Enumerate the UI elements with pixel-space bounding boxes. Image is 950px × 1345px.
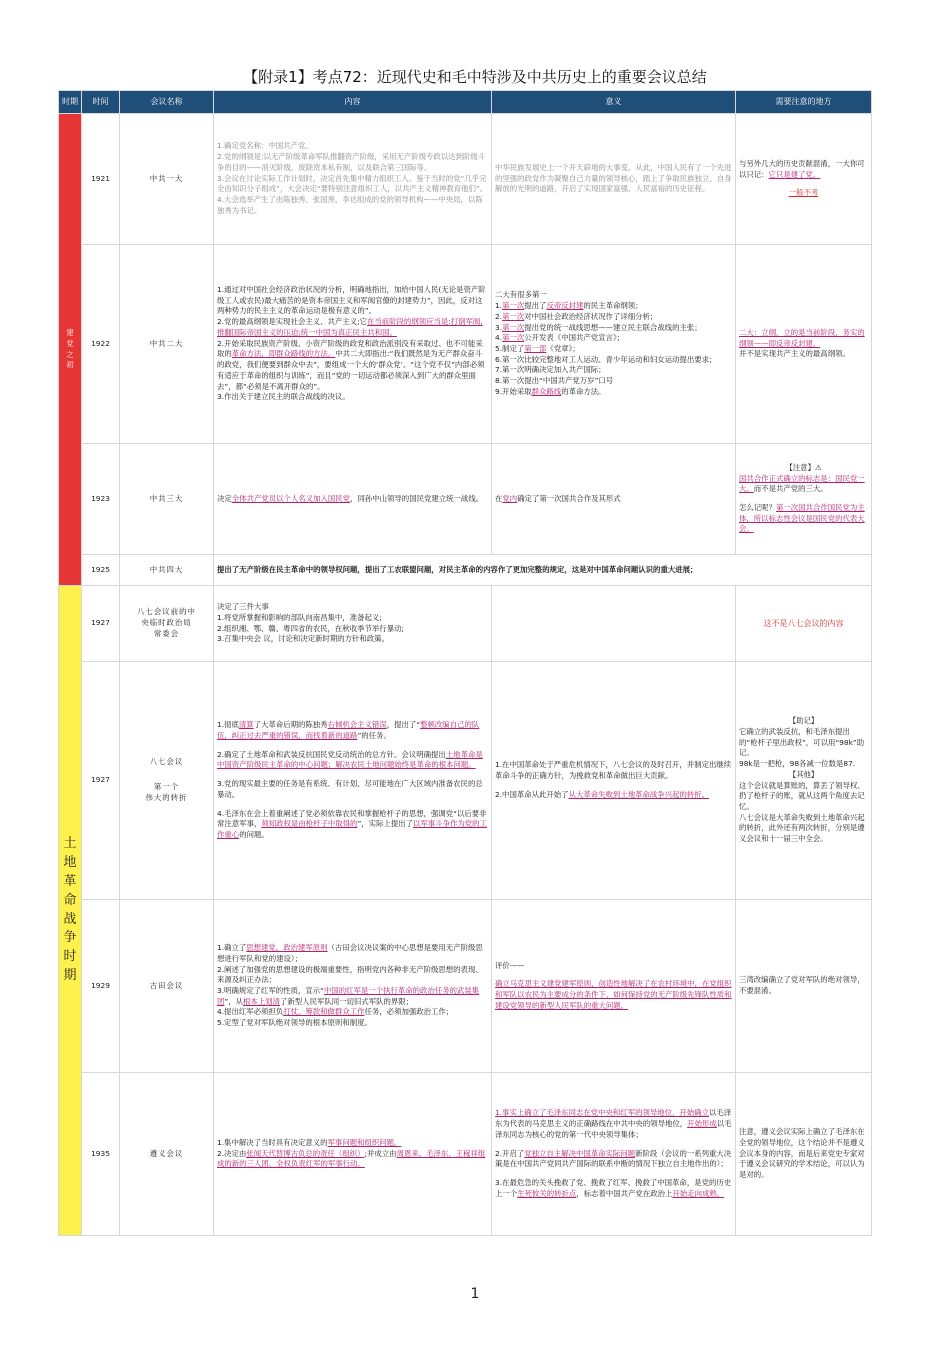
content-line: 1.确定党名称：中国共产党。 xyxy=(217,141,313,151)
row-name: 八七会议 第一个 伟大的转折 xyxy=(120,662,214,900)
row-content xyxy=(214,444,492,555)
content-plain: 中共二大即指出:“我们既然是为无产群众奋斗的政党，我们便要到群众中去”，要组成一个大的‘群众党’。“这个党不仅”内部必须有适应于革命的组织与训练”，而且“党的一切运动都必须深入到广大的群众里面去”，都“必须是不离开群众的”。 xyxy=(217,349,485,391)
period-char: 争 xyxy=(63,930,77,946)
table-row xyxy=(59,662,872,900)
row-name: 中共三大 xyxy=(120,444,214,555)
notes-plain: 与另外几大的历史贡献混淆，一大你可以只记： xyxy=(739,158,865,179)
meaning-line: 9.开始采取群众路线的革命方法。 xyxy=(495,386,606,396)
notes-heading: 【注意】⚠ xyxy=(785,462,822,472)
table-row xyxy=(59,245,872,444)
period-char: 土 xyxy=(63,836,77,852)
row-meaning: 在党内确定了第一次国共合作及其形式 xyxy=(492,444,736,555)
table-row xyxy=(59,586,872,662)
row-content xyxy=(214,114,492,245)
period-cell-land-revolution xyxy=(59,586,82,1236)
notes-plain: 而不是共产党的三大。 xyxy=(753,484,828,494)
table-row xyxy=(59,1073,872,1236)
row-meaning: 1.在中国革命处于严重危机情况下，八七会议的及时召开，并制定出继续革命斗争的正确方针，为挽救党和革命做出巨大贡献。 2.中国革命从此开始了从大革命失败到土地革命战争兴起的转折。 xyxy=(492,662,736,900)
row-time: 1927 xyxy=(82,586,120,662)
notes-plain: 怎么记呢？ xyxy=(739,503,776,512)
row-notes xyxy=(736,114,872,245)
notes-highlight: 二大：立纲，立的是当前阶段，务实的纲领——即反帝反封建。 xyxy=(739,327,865,348)
table-row xyxy=(59,444,872,555)
row-time: 1929 xyxy=(82,900,120,1073)
content-plain: ，同孙中山领导的国民党建立统一战线。 xyxy=(350,493,484,503)
notes-highlight: 国共合作正式确立的标志是：国民党一大。 xyxy=(739,473,865,494)
content-plain: 决定 xyxy=(217,493,232,503)
row-meaning: 评价—— 确立马克思主义建党建军原则，创造性地解决了在农村环境中，在党组织和军队以农民为主要成分的条件下，如何保持党的无产阶级先锋队性质和建设党领导的新型人民军队的重大问题。 xyxy=(492,900,736,1073)
content-line xyxy=(217,339,488,393)
meaning-highlight: 党内 xyxy=(502,493,518,503)
meaning-line: 5.制定了第一部《党章》； xyxy=(495,344,580,353)
content-line: 3.作出关于建立民主的联合战线的决议。 xyxy=(217,392,350,402)
notes-text: 并不是实现共产主义的最高纲领。 xyxy=(739,349,850,359)
period-char: 革 xyxy=(63,873,77,889)
meaning-line: 1.第一次提出了反帝反封建的民主革命纲领； xyxy=(495,301,643,311)
row-content: 决定了三件大事 1.将党所掌握和影响的部队向南昌集中，准备起义; 2.组织湘、鄂、赣、粤四省的农民，在秋收季节举行暴动; 3.召集中央会 议，讨论和决定新时期的方针和政策。 xyxy=(214,586,492,662)
period-char: 期 xyxy=(63,968,77,984)
row-name: 八七会议前的中 央临时政治局 常委会 xyxy=(120,586,214,662)
row-notes xyxy=(736,444,872,555)
row-meaning xyxy=(492,586,736,662)
page-number: 1 xyxy=(470,1286,480,1302)
spacer xyxy=(739,180,868,188)
row-notes: 这不是八七会议的内容 xyxy=(736,586,872,662)
table-row xyxy=(59,900,872,1073)
period-char: 建 xyxy=(66,328,74,338)
meaning-line: 6.第一次比较完整地对工人运动、青少年运动和妇女运动提出要求； xyxy=(495,354,717,364)
period-char: 党 xyxy=(66,338,74,348)
content-plain: 2.党的最高纲领是实现社会主义、共产主义;它 xyxy=(217,317,367,327)
row-content: 提出了无产阶级在民主革命中的领导权问题，提出了工农联盟问题，对民主革命的内容作了更加完整的规定，这是对中国革命问题认识的重大进展； xyxy=(214,555,872,586)
notes-highlight: 它只是建了党。 xyxy=(768,169,821,179)
header-time: 时间 xyxy=(82,91,120,114)
content-line: 3.会议在讨论实际工作计划时，决定首先集中精力组织工人。鉴于当时的党“几乎完全由知识分子组成”，大会决定“要特别注意组织工人，以共产主义精神教育他们”。 xyxy=(217,173,488,194)
period-char: 地 xyxy=(63,854,77,870)
content-highlight: 全体共产党员以个人名义加入国民党 xyxy=(231,493,351,503)
content-plain: 2.开始采取民族资产阶级、小资产阶级的政党和政治派别没有采取过、也不可能采取的 xyxy=(217,338,483,359)
row-content: 1.彻底清算了大革命后期的陈独秀右倾机会主义错误，提出了“整顿改编自己的队伍，纠正过去严重的错误，而找着新的道路”的任务。 2.确定了土地革命和武装反抗国民党反动统治的总方针。会议明确提出土地革命是中国资产阶级民主革命的中心问题；解决农民土地问题始终是革命的根本问题。 3.党的现实最主要的任务是有系统、有计划、尽可能地在广大区域内准备农民的总暴动。 4.毛泽东在会上着重阐述了党必须依靠农民和掌握枪杆子的思想，强调党“以后要非常注意军事，须知政权是由枪杆子中取得的”，实际上提出了以军事斗争作为党的工作重心的问题。 xyxy=(214,662,492,900)
row-content xyxy=(214,245,492,444)
period-char: 之 xyxy=(66,349,74,359)
row-meaning: 中华民族发展史上一个开天辟地的大事变。从此，中国人民有了一个先进的坚强的政党作为凝聚自己力量的领导核心，踏上了争取民族独立、自身解放的光明的道路，开启了实现国家富强、人民富裕的历史征程。 xyxy=(492,114,736,245)
row-time: 1923 xyxy=(82,444,120,555)
row-content: 1.确立了思想建党、政治建军原则（古田会议决议案的中心思想是要用无产阶级思想进行军队和党的建设）； 2.阐述了加强党的思想建设的极端重要性，指明党内各种非无产阶级思想的表现、来源及纠正办法； 3.明确规定了红军的性质，宣示“中国的红军是一个执行革命的政治任务的武装集团”，从根本上划清了新型人民军队同一切旧式军队的界限； 4.提出红军必须担负打仗、筹款和做群众工作任务，必须加强政治工作； 5.定型了党对军队绝对领导的根本原则和制度。 xyxy=(214,900,492,1073)
content-highlight: 革命方法，即群众路线的方法。 xyxy=(231,349,336,359)
row-name: 遵义会议 xyxy=(120,1073,214,1236)
header-notes: 需要注意的地方 xyxy=(736,91,872,114)
row-notes: 【助记】 它确立的武装反抗，和毛泽东提出的“枪杆子里出政权”，可以用“98k”助记。 98k是一把枪，98各减一位数是87. 【其他】 这个会议就是算账的，算丢了领导权、扔了枪杆子的账，就从这两个角度去记忆。 八七会议是大革命失败到土地革命兴起的转折，此外还有两次转折，分别是遵义会议和十一届三中全会。 xyxy=(736,662,872,900)
row-meaning xyxy=(492,245,736,444)
row-time: 1921 xyxy=(82,114,120,245)
period-char: 战 xyxy=(63,911,77,927)
content-line: 1.通过对中国社会经济政治状况的分析，明确地指出，加给中国人民(无论是资产阶级工人或农民)最大痛苦的是资本帝国主义和军阀官僚的封建势力”，因此，反对这两种势力的民主主义的革命运动是极有意义的”。 xyxy=(217,284,486,316)
meaning-line: 3.第一次提出党的统一战线思想——建立民主联合战线的主张； xyxy=(495,322,702,332)
row-notes xyxy=(736,245,872,444)
row-time: 1935 xyxy=(82,1073,120,1236)
row-time: 1922 xyxy=(82,245,120,444)
row-name: 中共二大 xyxy=(120,245,214,444)
notes-text xyxy=(739,503,868,535)
notes-text xyxy=(739,159,868,180)
row-notes: 三湾改编确立了党对军队的绝对领导，不要混淆。 xyxy=(736,900,872,1073)
period-char: 命 xyxy=(63,892,77,908)
header-period: 时期 xyxy=(59,91,82,114)
content-highlight: 在当前阶段的纲领应当是:打倒军阀,推翻国际帝国主义的压迫;统一中国为真正民主共和国。 xyxy=(217,317,483,337)
table-row xyxy=(59,555,872,586)
page-title: 【附录1】考点72：近现代史和毛中特涉及中共历史上的重要会议总结 xyxy=(243,68,707,86)
row-name: 中共四大 xyxy=(120,555,214,586)
notes-text xyxy=(739,474,868,495)
row-content: 1.集中解决了当时具有决定意义的军事问题和组织问题。 2.决定由张闻天代替博古负总的责任（组织）;并成立由周恩来、毛泽东、王稼祥组成的新的三人团，全权负责红军的军事行动。 xyxy=(214,1073,492,1236)
header-content: 内容 xyxy=(214,91,492,114)
meaning-line: 2.第一次对中国社会政治经济状况作了详细分析； xyxy=(495,311,658,321)
meaning-line: 8.第一次提出“中国共产党万岁”口号 xyxy=(495,376,614,386)
content-line: 2.党的纲领是:以无产阶级革命军队推翻资产阶级，采用无产阶级专政以达到阶级斗争的目的——消灭阶级，废除资本私有制，以及联合第三国际等。 xyxy=(217,152,486,172)
notes-highlight: 第一次国共合作国民党为主体，所以标志性会议是国民党的代表大会。 xyxy=(739,503,865,534)
period-char: 初 xyxy=(66,360,74,370)
notes-warning: 一般不考 xyxy=(788,188,819,198)
meaning-line: 4.第一次公开发表《中国共产党宣言》； xyxy=(495,333,625,343)
table-row xyxy=(59,114,872,245)
row-name: 古田会议 xyxy=(120,900,214,1073)
row-meaning: 1.事实上确立了毛泽东同志在党中央和红军的领导地位，开始确立以毛泽东为代表的马克思主义的正确路线在中共中央的领导地位，开始形成以毛泽东同志为核心的党的第一代中央领导集体； 2.开启了党独立自主解决中国革命实际问题新阶段（会议的一系列重大决策是在中国共产党同共产国际的联系中断的情况下独立自主地作出的）； 3.在最危急的关头挽救了党、挽救了红军、挽救了中国革命，是党的历史上一个生死攸关的转折点，标志着中国共产党在政治上开始走向成熟。 xyxy=(492,1073,736,1236)
period-cell-founding xyxy=(59,114,82,586)
period-char: 时 xyxy=(63,949,77,965)
content-line: 4.大会选举产生了由陈独秀、张国焘、李达组成的党的领导机构——中央局，以陈独秀为书记。 xyxy=(217,195,483,215)
meaning-line: 7.第一次明确决定加入共产国际； xyxy=(495,365,606,375)
content-line xyxy=(217,317,488,338)
meeting-summary-table xyxy=(58,90,872,1236)
table-header-row xyxy=(59,91,872,114)
row-time: 1927 xyxy=(82,662,120,900)
header-meaning: 意义 xyxy=(492,91,736,114)
row-name: 中共一大 xyxy=(120,114,214,245)
header-name: 会议名称 xyxy=(120,91,214,114)
row-time: 1925 xyxy=(82,555,120,586)
row-notes: 注意，遵义会议实际上确立了毛泽东在全党的领导地位，这个结论并不是遵义会议本身的内容，而是后来党史专家对于遵义会议研究的学术结论，可以认为是对的。 xyxy=(736,1073,872,1236)
meaning-line: 二大有很多第一 xyxy=(495,290,547,300)
